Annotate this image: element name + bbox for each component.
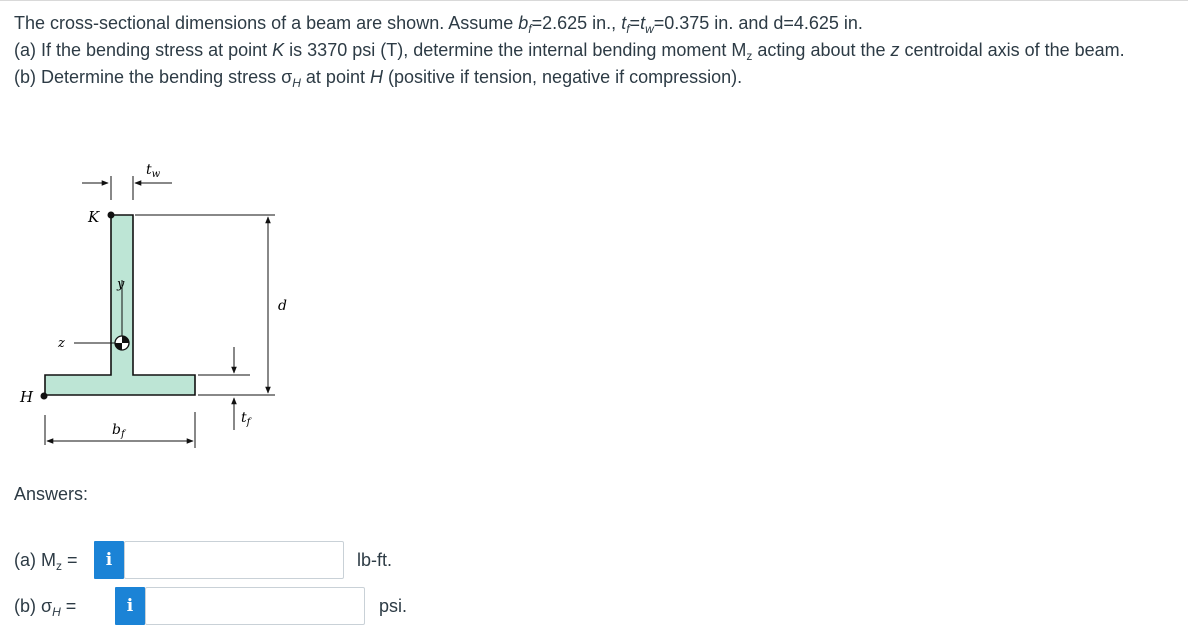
label-z: z [58, 336, 65, 351]
point-h-dot [41, 393, 48, 400]
t-section-shape [45, 215, 195, 395]
part-a-question: (a) If the bending stress at point K is 3370 psi (T), determine the internal bending moment $M_z$ acting about the z centroidal axis of the beam. [14, 40, 1125, 63]
label-k: K [88, 208, 100, 226]
label-tw: $t_w$ [146, 162, 161, 180]
top-divider [0, 0, 1188, 1]
label-y: y [117, 277, 125, 292]
answers-heading: Answers: [14, 484, 89, 504]
answer-a-unit: lb-ft. [357, 550, 393, 570]
problem-statement [14, 10, 1174, 91]
label-h: H [20, 388, 34, 406]
answer-b-label: (b) $\sigma_H$ = [14, 595, 77, 619]
point-k-dot [108, 212, 115, 219]
label-d: d [278, 298, 287, 314]
part-b-question: (b) Determine the bending stress $\sigma_H$ at point H (positive if tension, negative if compression). [14, 67, 743, 90]
answer-b-unit: psi. [379, 596, 408, 616]
answer-a-label: (a) $M_z$ = [14, 549, 78, 573]
answer-row-b [14, 586, 76, 626]
info-icon-a[interactable]: i [94, 541, 124, 579]
beam-cross-section-figure [0, 150, 320, 460]
info-icon-b[interactable]: i [115, 587, 145, 625]
label-bf: $b_f$ [112, 422, 125, 440]
label-tf: $t_f$ [241, 410, 251, 428]
answer-b-input[interactable] [145, 587, 365, 625]
answer-a-input[interactable] [124, 541, 344, 579]
problem-intro: The cross-sectional dimensions of a beam are shown. Assume $b_f=2.625$ in., $t_f=t_w=0.375$ in. and d=4.625 in. [14, 13, 863, 36]
answer-row-a [14, 540, 78, 580]
